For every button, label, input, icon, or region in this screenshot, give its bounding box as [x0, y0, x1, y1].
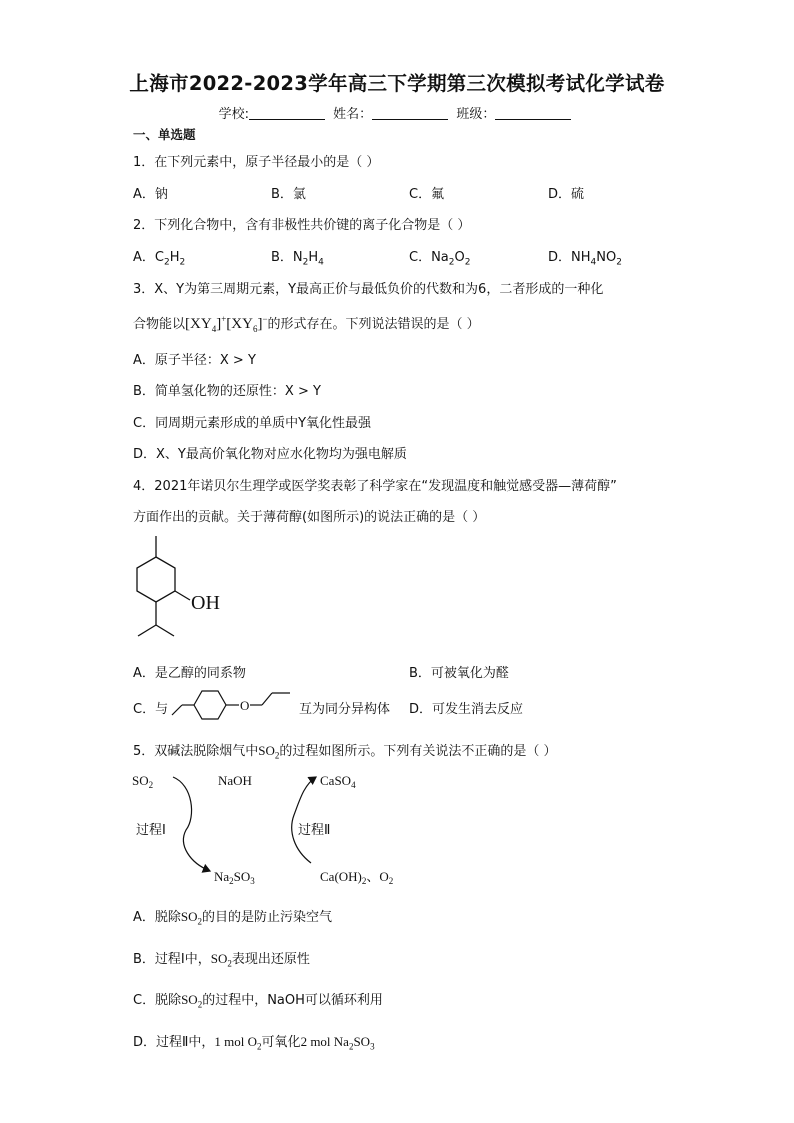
name-label: 姓名： — [333, 107, 373, 122]
hydroxyl-label: OH — [191, 592, 220, 614]
ion-anion: $[XY_6]^-$ — [226, 314, 268, 334]
na2so3-label: $Na_2SO_3$ — [214, 869, 255, 886]
class-label: 班级： — [456, 107, 496, 122]
question-4-option-b: B．可被氧化为醛 — [409, 666, 509, 681]
question-4-option-a: A．是乙醇的同系物 — [133, 666, 246, 681]
question-2-option-a: A．$C_2H_2$ — [133, 250, 186, 268]
question-1-option-a: A．钠 — [133, 187, 168, 202]
question-5-option-c: C．脱除$SO_2$的过程中，NaOH可以循环利用 — [133, 992, 383, 1010]
double-alkali-diagram — [128, 765, 418, 890]
question-3-option-c: C．同周期元素形成的单质中Y氧化性最强 — [133, 416, 372, 431]
naoh-label: NaOH — [218, 773, 252, 788]
question-4-stem-line-1: 4．2021年诺贝尔生理学或医学奖表彰了科学家在“发现温度和触觉感受器—薄荷醇” — [133, 479, 617, 494]
question-3-option-b: B．简单氢化物的还原性：X > Y — [133, 384, 321, 399]
question-5-option-a: A．脱除$SO_2$的目的是防止污染空气 — [133, 909, 333, 927]
question-5-option-b: B．过程Ⅰ中，$SO_2$表现出还原性 — [133, 951, 310, 969]
process-1-label: 过程Ⅰ — [136, 823, 166, 838]
menthol-structure — [120, 530, 240, 655]
question-1-stem: 1．在下列元素中，原子半径最小的是（ ） — [133, 155, 380, 170]
class-blank — [495, 106, 571, 120]
question-2-option-d: D．$NH_4NO_2$ — [548, 250, 622, 268]
question-5-stem: 5．双碱法脱除烟气中$SO_2$的过程如图所示。下列有关说法不正确的是（ ） — [133, 743, 557, 761]
oxygen-atom-label: O — [240, 698, 250, 713]
question-3-option-d: D．X、Y最高价氧化物对应水化物均为强电解质 — [133, 447, 407, 462]
so2-label: $SO_2$ — [132, 773, 154, 790]
caoh2-o2-label: $Ca(OH)_2$、$O_2$ — [320, 869, 394, 886]
question-5-option-d: D．过程Ⅱ中，1 mol $O_2$可氧化2 mol $Na_2SO_3$ — [133, 1034, 375, 1052]
question-1-option-b: B．氯 — [271, 187, 306, 202]
name-blank — [372, 106, 448, 120]
isomer-structure — [168, 685, 296, 725]
question-4-option-c-text: C．与 — [133, 702, 169, 717]
question-3-stem-line-1: 3．X、Y为第三周期元素，Y最高正价与最低负价的代数和为6，二者形成的一种化 — [133, 282, 604, 297]
section-title: 一、单选题 — [133, 127, 196, 142]
caso4-label: CaSO$_4$ — [320, 773, 356, 790]
school-label: 学校: — [218, 107, 250, 122]
question-4-option-d: D．可发生消去反应 — [409, 702, 524, 717]
question-1-option-c: C．氟 — [409, 187, 445, 202]
question-2-option-b: B．$N_2H_4$ — [271, 250, 324, 268]
question-3-option-a: A．原子半径：X > Y — [133, 353, 256, 368]
ion-cation: $[XY_4]^+$ — [185, 314, 227, 334]
process-2-label: 过程Ⅱ — [298, 823, 331, 838]
question-3-stem-line-2: 合物能以$[XY_4]^+[XY_6]^-$的形式存在。下列说法错误的是（ ） — [133, 314, 480, 334]
student-info-line — [0, 103, 794, 122]
question-1-option-d: D．硫 — [548, 187, 585, 202]
page-title: 上海市2022-2023学年高三下学期第三次模拟考试化学试卷 — [129, 72, 665, 95]
question-2-stem: 2．下列化合物中，含有非极性共价键的离子化合物是（ ） — [133, 218, 471, 233]
school-blank — [249, 106, 325, 120]
question-4-option-c-suffix: 互为同分异构体 — [299, 702, 391, 717]
question-2-option-c: C．$Na_2O_2$ — [409, 250, 471, 268]
question-4-stem-line-2: 方面作出的贡献。关于薄荷醇(如图所示)的说法正确的是（ ） — [133, 510, 486, 525]
